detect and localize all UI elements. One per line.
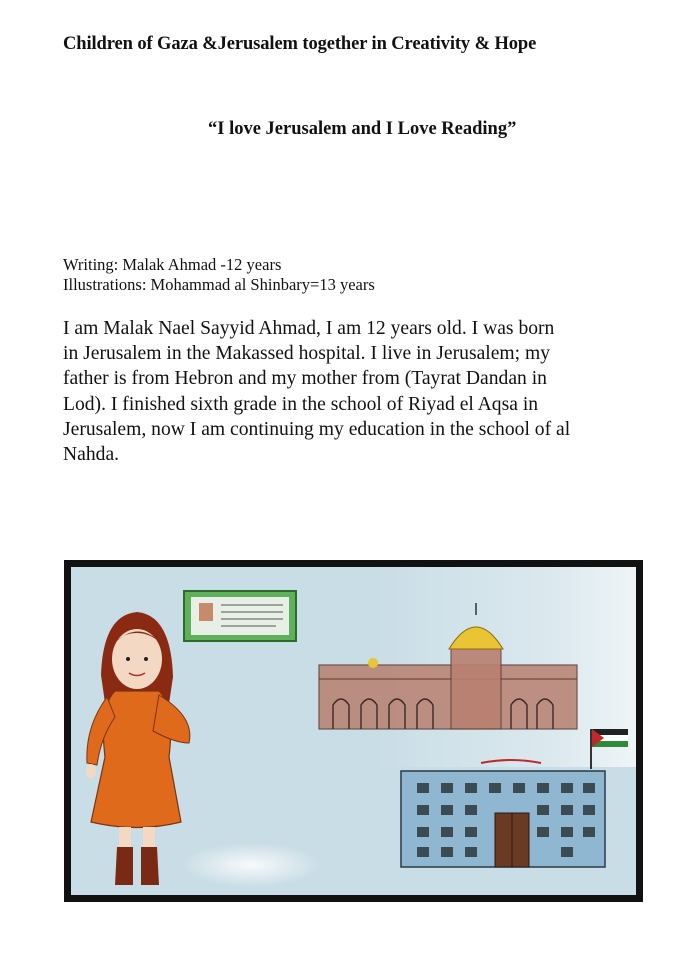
story-body	[63, 316, 663, 467]
child-drawing	[71, 567, 636, 895]
page-title: Children of Gaza &Jerusalem together in Creativity & Hope	[63, 34, 537, 54]
body-line: Lod). I finished sixth grade in the school of Riyad el Aqsa in	[63, 393, 539, 415]
id-card-drawing	[184, 591, 296, 641]
writing-credit: Writing: Malak Ahmad -12 years	[63, 255, 282, 274]
body-line: Nahda.	[63, 444, 120, 466]
illustration-frame	[64, 560, 643, 902]
body-line: Jerusalem, now I am continuing my education in the school of al	[63, 418, 571, 440]
body-line: in Jerusalem in the Makassed hospital. I live in Jerusalem; my	[63, 343, 551, 365]
story-subtitle: “I love Jerusalem and I Love Reading”	[208, 119, 517, 139]
photo-glare	[181, 843, 321, 887]
body-line: I am Malak Nael Sayyid Ahmad, I am 12 years old. I was born	[63, 318, 555, 339]
body-line: father is from Hebron and my mother from (Tayrat Dandan in	[63, 368, 547, 390]
illustrations-credit: Illustrations: Mohammad al Shinbary=13 years	[63, 275, 375, 294]
school-building-drawing	[401, 760, 605, 867]
